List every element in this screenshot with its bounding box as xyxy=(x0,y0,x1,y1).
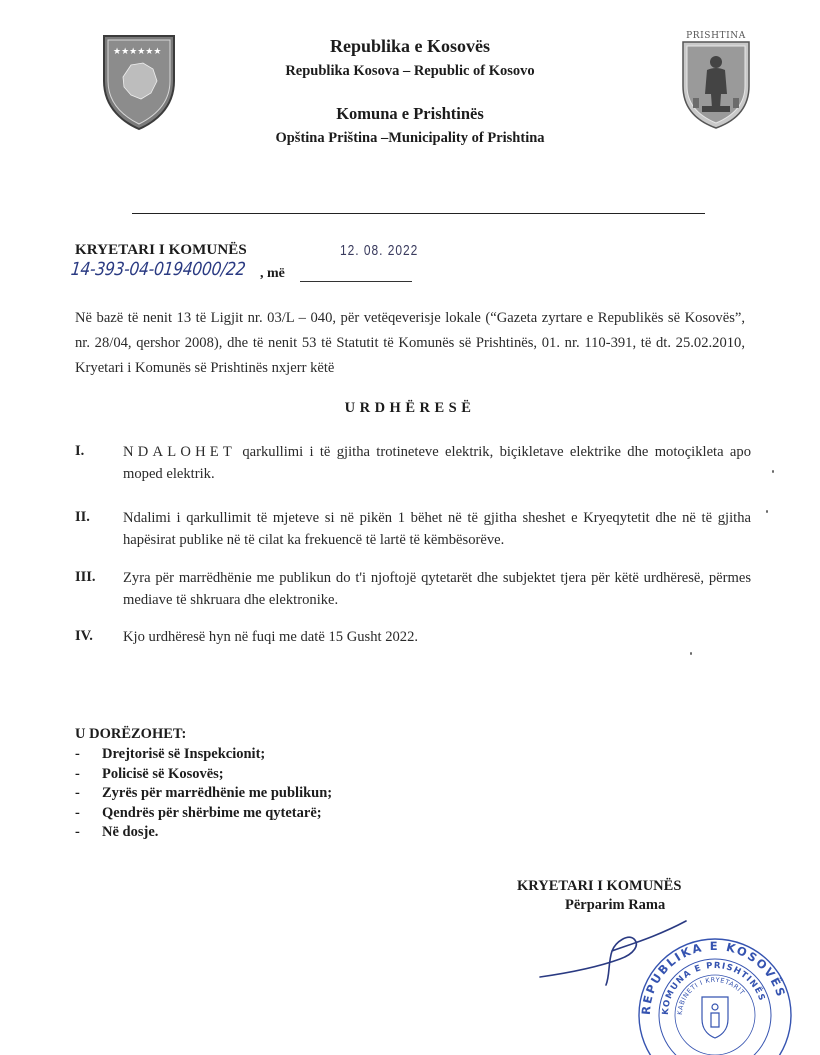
date-label: , më xyxy=(260,266,285,281)
svg-text:KABINETI I KRYETARIT xyxy=(676,976,746,1015)
signatory-title: KRYETARI I KOMUNËS xyxy=(517,878,682,894)
recipient: Në dosje. xyxy=(102,824,159,840)
recipient: Zyrës për marrëdhënie me publikun; xyxy=(102,785,333,801)
item-number: I. xyxy=(75,443,85,459)
item-number: II. xyxy=(75,509,90,525)
recipient: Policisë së Kosovës; xyxy=(102,765,224,782)
header-divider xyxy=(132,213,705,214)
order-item-text: qarkullimi i të gjitha trotineteve elektrik, biçikletave elektrike dhe motoçikleta apo moped elektrik. xyxy=(123,444,751,482)
delivery-title: U DORËZOHET: xyxy=(75,726,187,742)
list-item: - Policisë së Kosovës; xyxy=(75,765,224,782)
seal-core-text: KABINETI I KRYETARIT xyxy=(675,975,747,1016)
svg-text:PRISHTINA: PRISHTINA xyxy=(686,31,746,41)
order-item-4: Kjo urdhëresë hyn në fuqi me datë 15 Gusht 2022. xyxy=(123,629,419,645)
municipality-name: Komuna e Prishtinës xyxy=(336,104,484,123)
list-item: - Në dosje. xyxy=(75,824,159,840)
seal-outer-text: REPUBLIKA E KOSOVËS xyxy=(638,938,789,1016)
legal-basis-paragraph: Në bazë të nenit 13 të Ligjit nr. 03/L – 040, për vetëqeverisje lokale (“Gazeta zyrtare e Republikës së Kosovës”, nr. 28/04, qershor 2008), dhe të nenit 53 të Statutit të Komunës së Prishtinës, 01. nr. 110-391, të dt. 25.02.2010, Kryetari i Komunës së Prishtinës nxjerr këtë xyxy=(75,310,745,376)
sender-office: KRYETARI I KOMUNËS xyxy=(75,242,247,258)
item-number: III. xyxy=(75,569,96,585)
country-name-translations: Republika Kosova – Republic of Kosovo xyxy=(285,63,535,79)
official-seal xyxy=(630,915,800,1055)
order-title: URDHËRESË xyxy=(344,400,476,416)
recipient: Qendrës për shërbime me qytetarë; xyxy=(102,804,322,821)
prishtina-coat-of-arms-icon xyxy=(678,28,754,130)
scan-speck xyxy=(766,510,768,513)
order-item-3: Zyra për marrëdhënie me publikun do t'i njoftojë qytetarët dhe subjektet tjera për këtë urdhëresë, përmes mediave të shkruara dhe elektronike. xyxy=(123,570,751,608)
list-item: - Drejtorisë së Inspekcionit; xyxy=(75,746,266,762)
svg-text:★★★★★★: ★★★★★★ xyxy=(113,47,162,57)
order-item-lead: NDALOHET xyxy=(123,444,237,460)
item-number: IV. xyxy=(75,628,93,644)
list-item: - Zyrës për marrëdhënie me publikun; xyxy=(75,785,333,801)
scan-speck xyxy=(772,470,774,473)
recipient: Drejtorisë së Inspekcionit; xyxy=(102,746,266,762)
protocol-number-handwritten: 14-393-04-0194000/22 xyxy=(69,259,247,280)
scan-speck xyxy=(690,652,692,655)
seal-inner-text: KOMUNA E PRISHTINËS xyxy=(660,960,767,1016)
municipality-name-translations: Opština Priština –Municipality of Prishtina xyxy=(275,130,545,146)
order-item-1 xyxy=(123,441,751,485)
svg-text:KOMUNA E PRISHTINËS xyxy=(661,961,767,1015)
stamped-date: 12. 08. 2022 xyxy=(340,242,419,259)
country-name: Republika e Kosovës xyxy=(329,36,491,56)
date-blank-line xyxy=(300,281,412,282)
signatory-name: Përparim Rama xyxy=(565,897,666,913)
list-item: - Qendrës për shërbime me qytetarë; xyxy=(75,804,322,821)
order-item-2: Ndalimi i qarkullimit të mjeteve si në pikën 1 bëhet në të gjitha sheshet e Kryeqytetit dhe në të gjitha hapësirat publike në të cilat ka frekuencë të lartë të këmbësorëve. xyxy=(123,510,751,548)
recipient-list xyxy=(75,745,332,843)
